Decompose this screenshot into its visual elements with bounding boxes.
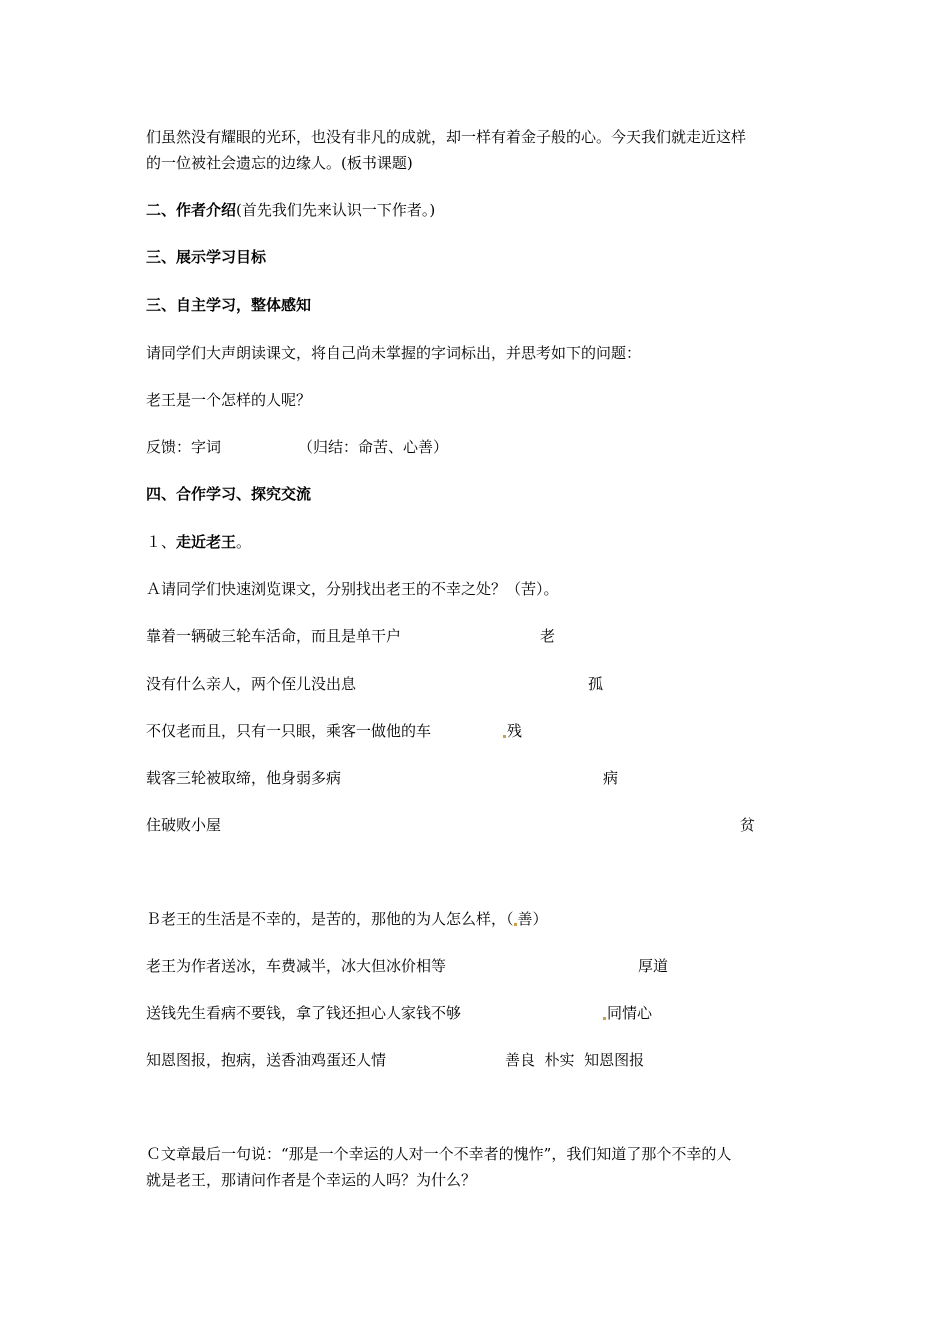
part-b-end: ） <box>532 910 548 928</box>
misfortune-tag-4: 病 <box>603 769 619 787</box>
virtue-tag-2: 同情心 <box>607 1004 653 1022</box>
feedback-summary: （归结：命苦、心善） <box>298 438 449 456</box>
instruction-text: 请同学们大声朗读课文，将自己尚未掌握的字词标出，并思考如下的问题： <box>146 344 642 362</box>
virtue-text-3: 知恩图报，抱病，送香油鸡蛋还人情 <box>146 1051 387 1069</box>
subsection-1-title: 走近老王 <box>176 533 237 551</box>
virtue-tag-2-wrap <box>603 1002 652 1024</box>
part-b <box>146 908 548 930</box>
part-c-line-2: 就是老王，那请问作者是个幸运的人吗？为什么？ <box>146 1171 477 1189</box>
subsection-1 <box>146 531 251 553</box>
part-c-line-1: Ｃ文章最后一句说：“那是一个幸运的人对一个不幸者的愧怍”，我们知道了那个不幸的人 <box>146 1145 732 1163</box>
misfortune-text-3: 不仅老而且，只有一只眼，乘客一做他的车 <box>146 722 432 740</box>
section-self-study-heading: 三、自主学习，整体感知 <box>146 296 312 314</box>
section-author-note: (首先我们先来认识一下作者。) <box>236 201 436 219</box>
section-author-heading: 二、作者介绍 <box>146 201 237 219</box>
virtue-tag-3: 善良 朴实 知恩图报 <box>505 1051 645 1069</box>
misfortune-tag-3-wrap <box>503 720 522 742</box>
virtue-tag-1: 厚道 <box>638 957 669 975</box>
virtue-text-1: 老王为作者送冰，车费减半，冰大但冰价相等 <box>146 957 447 975</box>
virtue-text-2: 送钱先生看病不要钱，拿了钱还担心人家钱不够 <box>146 1004 462 1022</box>
subsection-1-number: １、 <box>146 533 177 551</box>
misfortune-text-4: 载客三轮被取缔，他身弱多病 <box>146 769 342 787</box>
subsection-1-end: 。 <box>236 533 252 551</box>
feedback-label: 反馈：字词 <box>146 438 222 456</box>
part-a-text: Ａ请同学们快速浏览课文，分别找出老王的不幸之处？（苦）。 <box>146 580 559 598</box>
marker-dot <box>514 923 517 926</box>
section-goals-heading: 三、展示学习目标 <box>146 248 267 266</box>
misfortune-tag-1: 老 <box>540 627 556 645</box>
part-b-tag: 善 <box>517 910 533 928</box>
misfortune-text-1: 靠着一辆破三轮车活命，而且是单干户 <box>146 627 402 645</box>
section-author <box>146 199 435 221</box>
part-b-text: Ｂ老王的生活是不幸的，是苦的，那他的为人怎么样，（ <box>146 910 514 928</box>
question-text: 老王是一个怎样的人呢？ <box>146 391 312 409</box>
misfortune-tag-2: 孤 <box>588 675 604 693</box>
misfortune-tag-5: 贫 <box>740 816 756 834</box>
intro-line-2: 的一位被社会遗忘的边缘人。(板书课题) <box>146 154 413 172</box>
misfortune-text-5: 住破败小屋 <box>146 816 222 834</box>
section-cooperative-heading: 四、合作学习、探究交流 <box>146 485 312 503</box>
intro-line-1: 们虽然没有耀眼的光环，也没有非凡的成就，却一样有着金子般的心。今天我们就走近这样 <box>146 128 747 146</box>
marker-dot <box>503 735 506 738</box>
marker-dot <box>603 1017 606 1020</box>
misfortune-tag-3: 残 <box>507 722 523 740</box>
misfortune-text-2: 没有什么亲人，两个侄儿没出息 <box>146 675 357 693</box>
